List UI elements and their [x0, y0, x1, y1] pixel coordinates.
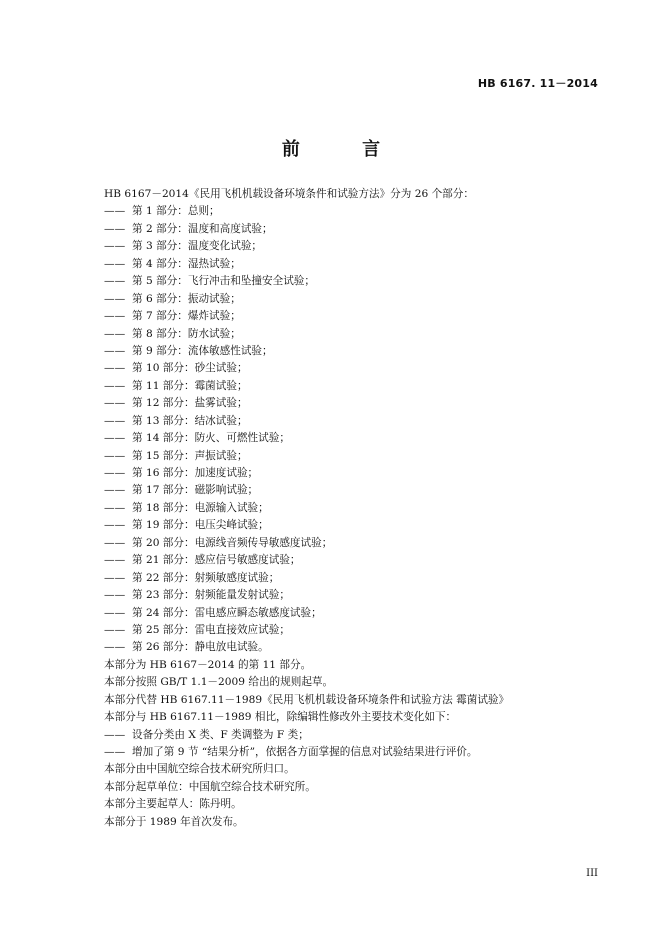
part-list-item-text: 第 26 部分：静电放电试验。 — [132, 641, 269, 654]
list-dash: —— — [104, 379, 126, 392]
part-list-item — [104, 221, 604, 238]
change-list-item-text: 设备分类由 X 类、F 类调整为 F 类； — [132, 728, 309, 741]
part-list-item — [104, 326, 604, 343]
part-list-item — [104, 291, 604, 308]
part-list-item-text: 第 5 部分：飞行冲击和坠撞安全试验； — [132, 275, 315, 288]
part-list-item-text: 第 20 部分：电源线音频传导敏感度试验； — [132, 536, 333, 549]
part-list-item — [104, 587, 604, 604]
list-dash: —— — [104, 589, 126, 602]
change-list-item — [104, 727, 604, 744]
list-dash: —— — [104, 432, 126, 445]
part-list-item-text: 第 16 部分：加速度试验； — [132, 467, 259, 479]
page-title: 前 言 — [281, 139, 409, 160]
responsible-statement: 本部分由中国航空综合技术研究所归口。 — [104, 763, 295, 776]
part-list-item-text: 第 4 部分：湿热试验； — [132, 257, 241, 270]
part-list-item — [104, 448, 604, 465]
part-list-item — [104, 238, 604, 255]
list-dash: —— — [104, 222, 126, 235]
part-list-item — [104, 605, 604, 622]
changes-list — [104, 727, 604, 762]
part-list-item — [104, 413, 604, 430]
part-list-item-text: 第 13 部分：结冰试验； — [132, 414, 248, 427]
part-list-item-text: 第 6 部分：振动试验； — [132, 292, 241, 305]
drafting-rules-statement: 本部分按照 GB/T 1.1－2009 给出的规则起草。 — [104, 676, 334, 689]
part-list-item — [104, 535, 604, 552]
part-list-item-text: 第 3 部分：温度变化试验； — [132, 240, 263, 253]
part-list-item — [104, 639, 604, 656]
list-dash: —— — [104, 623, 126, 636]
parts-list — [104, 203, 604, 656]
list-dash: —— — [104, 344, 126, 357]
drafters-statement: 本部分主要起草人：陈丹明。 — [104, 798, 242, 811]
page-number: III — [586, 868, 598, 879]
list-dash: —— — [104, 362, 126, 375]
list-dash: —— — [104, 746, 126, 758]
change-list-item — [104, 744, 604, 761]
part-list-item — [104, 430, 604, 447]
part-of-statement: 本部分为 HB 6167－2014 的第 11 部分。 — [104, 658, 312, 671]
list-dash: —— — [104, 275, 126, 288]
part-list-item — [104, 482, 604, 499]
drafting-unit-statement: 本部分起草单位：中国航空综合技术研究所。 — [104, 780, 316, 793]
part-list-item-text: 第 15 部分：声振试验； — [132, 449, 248, 462]
part-list-item-text: 第 14 部分：防火、可燃性试验； — [132, 432, 290, 445]
foreword-body — [104, 186, 604, 831]
list-dash: —— — [104, 240, 126, 253]
change-list-item-text: 增加了第 9 节 “结果分析”，依据各方面掌握的信息对试验结果进行评价。 — [132, 746, 478, 758]
part-list-item-text: 第 7 部分：爆炸试验； — [132, 310, 241, 323]
part-list-item — [104, 378, 604, 395]
part-list-item-text: 第 22 部分：射频敏感度试验； — [132, 571, 280, 584]
part-list-item — [104, 343, 604, 360]
list-dash: —— — [104, 641, 126, 654]
list-dash: —— — [104, 467, 126, 479]
part-list-item — [104, 517, 604, 534]
list-dash: —— — [104, 205, 126, 218]
part-list-item — [104, 203, 604, 220]
part-list-item — [104, 360, 604, 377]
part-list-item-text: 第 9 部分：流体敏感性试验； — [132, 344, 273, 357]
part-list-item — [104, 465, 604, 482]
list-dash: —— — [104, 519, 126, 532]
part-list-item-text: 第 23 部分：射频能量发射试验； — [132, 589, 290, 602]
part-list-item-text: 第 11 部分：霉菌试验； — [132, 379, 248, 392]
list-dash: —— — [104, 292, 126, 305]
list-dash: —— — [104, 257, 126, 270]
list-dash: —— — [104, 728, 126, 741]
part-list-item-text: 第 25 部分：雷电直接效应试验； — [132, 623, 290, 636]
part-list-item — [104, 500, 604, 517]
part-list-item-text: 第 18 部分：电源输入试验； — [132, 501, 269, 514]
list-dash: —— — [104, 449, 126, 462]
part-list-item-text: 第 24 部分：雷电感应瞬态敏感度试验； — [132, 606, 322, 619]
part-list-item — [104, 395, 604, 412]
part-list-item-text: 第 1 部分：总则； — [132, 205, 220, 218]
part-list-item-text: 第 12 部分：盐雾试验； — [132, 397, 248, 410]
list-dash: —— — [104, 571, 126, 584]
list-dash: —— — [104, 554, 126, 567]
list-dash: —— — [104, 484, 126, 497]
part-list-item — [104, 273, 604, 290]
part-list-item-text: 第 21 部分：感应信号敏感度试验； — [132, 554, 301, 567]
part-list-item-text: 第 19 部分：电压尖峰试验； — [132, 519, 269, 532]
list-dash: —— — [104, 414, 126, 427]
part-list-item-text: 第 8 部分：防水试验； — [132, 327, 241, 340]
list-dash: —— — [104, 397, 126, 410]
part-list-item-text: 第 10 部分：砂尘试验； — [132, 362, 248, 375]
part-list-item — [104, 552, 604, 569]
standard-code: HB 6167. 11－2014 — [477, 77, 598, 90]
replaces-statement: 本部分代替 HB 6167.11－1989《民用飞机机载设备环境条件和试验方法 霉菌试验》 — [104, 693, 510, 706]
first-issued-statement: 本部分于 1989 年首次发布。 — [104, 815, 244, 828]
part-list-item-text: 第 2 部分：温度和高度试验； — [132, 222, 273, 235]
list-dash: —— — [104, 310, 126, 323]
part-list-item-text: 第 17 部分：磁影响试验； — [132, 484, 259, 497]
part-list-item — [104, 570, 604, 587]
list-dash: —— — [104, 501, 126, 514]
intro-paragraph: HB 6167－2014《民用飞机机载设备环境条件和试验方法》分为 26 个部分： — [104, 188, 474, 200]
list-dash: —— — [104, 327, 126, 340]
part-list-item — [104, 308, 604, 325]
list-dash: —— — [104, 606, 126, 619]
list-dash: —— — [104, 536, 126, 549]
part-list-item — [104, 256, 604, 273]
changes-intro-statement: 本部分与 HB 6167.11－1989 相比，除编辑性修改外主要技术变化如下： — [104, 711, 457, 724]
part-list-item — [104, 622, 604, 639]
